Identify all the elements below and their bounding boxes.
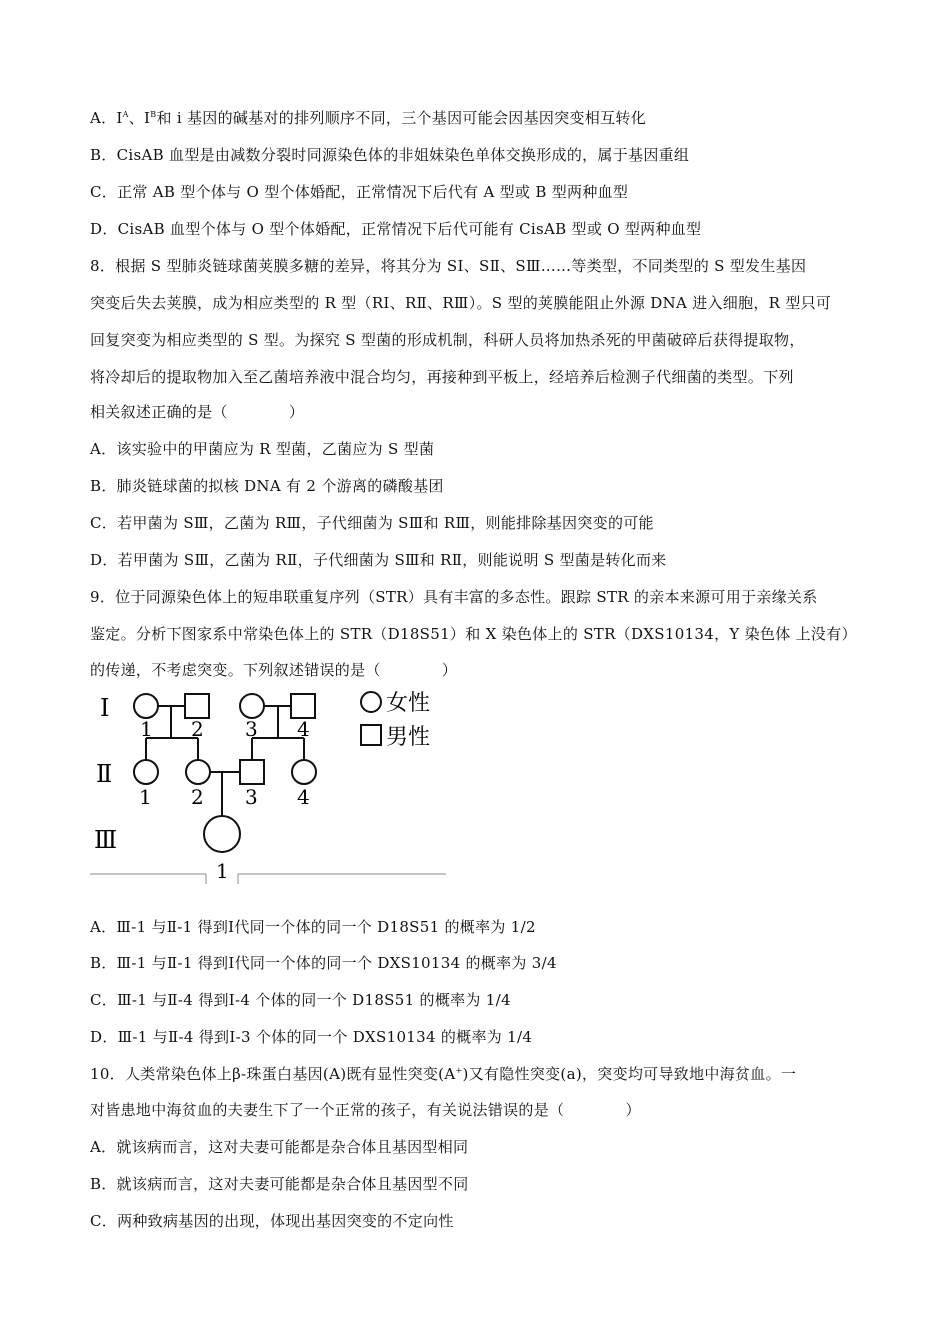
- pedigree-diagram: [88, 688, 458, 888]
- II-2-female: [186, 760, 210, 784]
- legend-male-icon: [361, 725, 381, 745]
- II-2-number: 2: [191, 785, 204, 809]
- q9-stem-line-2: 鉴定。分析下图家系中常染色体上的 STR（D18S51）和 X 染色体上的 STR（DXS10134，Y 染色体 上没有）: [90, 625, 857, 643]
- I-1-number: 1: [140, 717, 153, 741]
- q10-option-a: A．就该病而言，这对夫妻可能都是杂合体且基因型相同: [90, 1138, 469, 1156]
- q9-option-b: B．Ⅲ-1 与Ⅱ-1 得到Ⅰ代同一个体的同一个 DXS10134 的概率为 3/4: [90, 954, 557, 972]
- I-4-number: 4: [297, 717, 310, 741]
- q10-option-b: B．就该病而言，这对夫妻可能都是杂合体且基因型不同: [90, 1175, 469, 1193]
- I-2-male: [185, 694, 209, 718]
- q8-option-a: A．该实验中的甲菌应为 R 型菌，乙菌应为 S 型菌: [90, 440, 435, 458]
- III-1-female: [204, 816, 240, 852]
- q7-option-b: B．CisAB 血型是由减数分裂时同源染色体的非姐妹染色单体交换形成的，属于基因重组: [90, 146, 690, 164]
- II-4-female: [292, 760, 316, 784]
- legend-female-icon: [361, 692, 381, 712]
- III-1-number: 1: [216, 859, 229, 883]
- q8-stem-line-5: 相关叙述正确的是（ ）: [90, 403, 305, 421]
- I-4-male: [291, 694, 315, 718]
- II-3-male: [240, 760, 264, 784]
- II-4-number: 4: [297, 785, 310, 809]
- q7-option-c: C．正常 AB 型个体与 O 型个体婚配，正常情况下后代有 A 型或 B 型两种血型: [90, 183, 629, 201]
- q9-option-d: D．Ⅲ-1 与Ⅱ-4 得到Ⅰ-3 个体的同一个 DXS10134 的概率为 1/4: [90, 1028, 533, 1046]
- II-3-number: 3: [245, 785, 258, 809]
- q9-option-a: A．Ⅲ-1 与Ⅱ-1 得到Ⅰ代同一个体的同一个 D18S51 的概率为 1/2: [90, 918, 536, 936]
- legend-male-label: 男性: [386, 725, 431, 750]
- q7-option-d: D．CisAB 血型个体与 O 型个体婚配，正常情况下后代可能有 CisAB 型或 O 型两种血型: [90, 220, 702, 238]
- I-2-number: 2: [191, 717, 204, 741]
- I-1-female: [134, 694, 158, 718]
- gen-II-label: Ⅱ: [96, 760, 113, 788]
- pedigree-svg: [88, 688, 458, 888]
- q8-option-c: C．若甲菌为 SⅢ，乙菌为 RⅢ，子代细菌为 SⅢ和 RⅢ，则能排除基因突变的可能: [90, 514, 654, 532]
- q10-stem-line-1: 10．人类常染色体上β-珠蛋白基因(A)既有显性突变(A+)又有隐性突变(a)，突变均可导致地中海贫血。一: [90, 1065, 797, 1083]
- q8-option-b: B．肺炎链球菌的拟核 DNA 有 2 个游离的磷酸基团: [90, 477, 444, 495]
- q10-stem-line-2: 对皆患地中海贫血的夫妻生下了一个正常的孩子，有关说法错误的是（ ）: [90, 1101, 641, 1119]
- II-1-female: [134, 760, 158, 784]
- II-1-number: 1: [139, 785, 152, 809]
- q8-stem-line-3: 回复突变为相应类型的 S 型。为探究 S 型菌的形成机制，科研人员将加热杀死的甲菌破碎后获得提取物，: [90, 331, 805, 349]
- q9-option-c: C．Ⅲ-1 与Ⅱ-4 得到Ⅰ-4 个体的同一个 D18S51 的概率为 1/4: [90, 991, 511, 1009]
- q8-stem-line-2: 突变后失去荚膜，成为相应类型的 R 型（RⅠ、RⅡ、RⅢ）。S 型的荚膜能阻止外源 DNA 进入细胞，R 型只可: [90, 294, 832, 312]
- I-3-number: 3: [245, 717, 258, 741]
- q10-option-c: C．两种致病基因的出现，体现出基因突变的不定向性: [90, 1212, 454, 1230]
- q7-option-a: A．$I^A$、$I^B$和 i 基因的碱基对的排列顺序不同，三个基因可能会因基因突变相互转化: [90, 109, 647, 127]
- I-3-female: [240, 694, 264, 718]
- legend-female-label: 女性: [386, 691, 431, 716]
- q8-option-d: D．若甲菌为 SⅢ，乙菌为 RⅡ，子代细菌为 SⅢ和 RⅡ，则能说明 S 型菌是转化而来: [90, 551, 667, 569]
- q8-stem-line-1: 8．根据 S 型肺炎链球菌荚膜多糖的差异，将其分为 SⅠ、SⅡ、SⅢ……等类型，不同类型的 S 型发生基因: [90, 257, 807, 275]
- q9-stem-line-3: 的传递，不考虑突变。下列叙述错误的是（ ）: [90, 661, 458, 679]
- gen-I-label: Ⅰ: [100, 694, 110, 722]
- q9-stem-line-1: 9．位于同源染色体上的短串联重复序列（STR）具有丰富的多态性。跟踪 STR 的亲本来源可用于亲缘关系: [90, 588, 818, 606]
- q8-stem-line-4: 将冷却后的提取物加入至乙菌培养液中混合均匀，再接种到平板上，经培养后检测子代细菌的类型。下列: [90, 368, 794, 386]
- gen-III-label: Ⅲ: [94, 826, 118, 854]
